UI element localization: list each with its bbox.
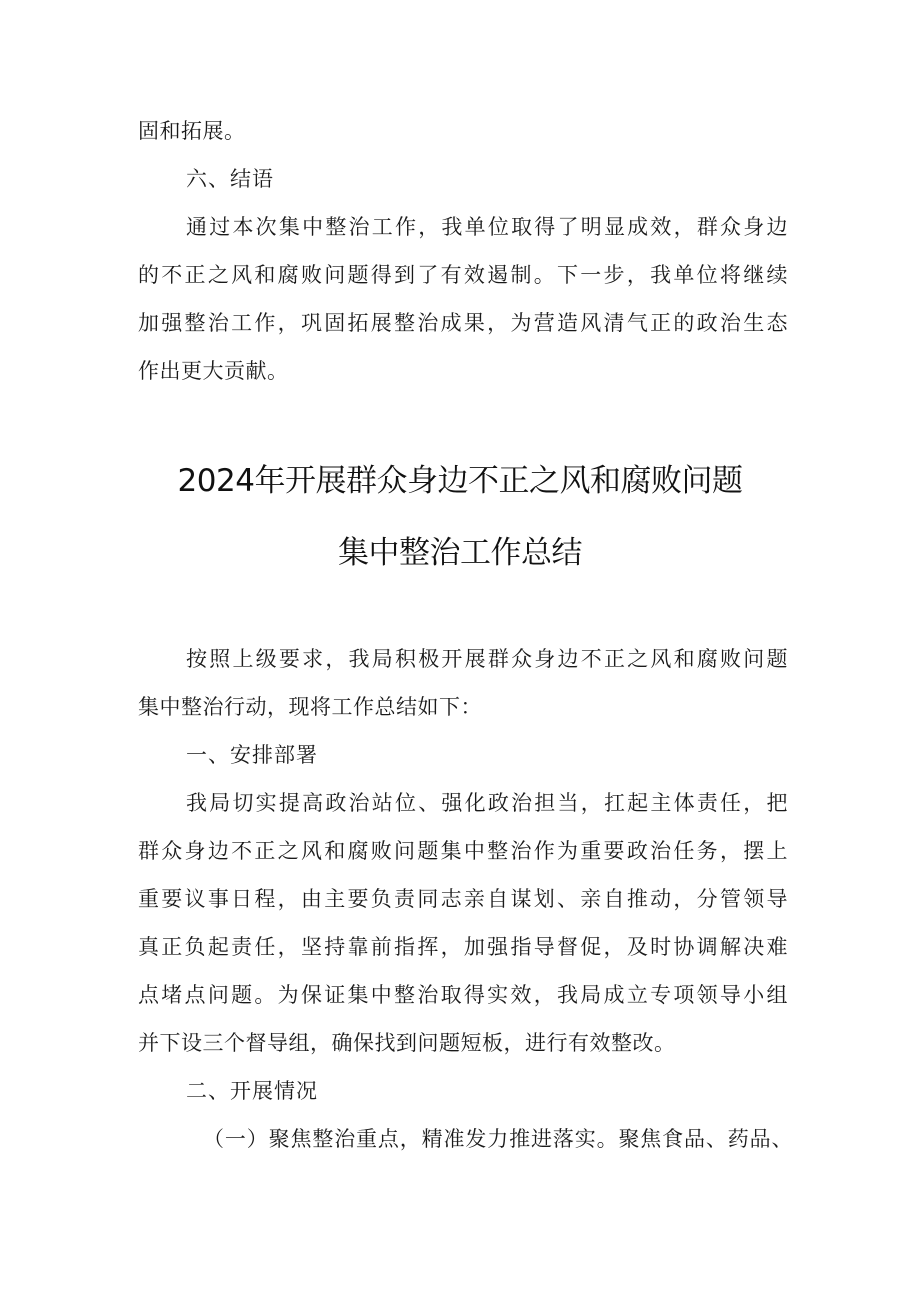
conclusion-paragraph-line: 作出更大贡献。	[138, 359, 289, 383]
section-2-heading: 二、开展情况	[186, 1079, 318, 1103]
conclusion-paragraph-line: 加强整治工作，巩固拓展整治成果，为营造风清气正的政治生态	[138, 311, 788, 335]
section-1-paragraph-line: 真正负起责任，坚持靠前指挥，加强指导督促，及时协调解决难	[138, 935, 788, 959]
intro-paragraph-line: 集中整治行动，现将工作总结如下：	[138, 695, 482, 719]
document-title-line-1: 2024年开展群众身边不正之风和腐败问题	[177, 463, 743, 499]
section-2-first-line: （一）聚焦整治重点，精准发力推进落实。聚焦食品、药品、	[203, 1127, 793, 1151]
section-1-paragraph-line: 重要议事日程，由主要负责同志亲自谋划、亲自推动，分管领导	[138, 887, 788, 911]
intro-paragraph-line: 按照上级要求，我局积极开展群众身边不正之风和腐败问题	[186, 647, 788, 671]
document-title-line-2: 集中整治工作总结	[338, 535, 582, 571]
conclusion-paragraph-line: 的不正之风和腐败问题得到了有效遏制。下一步，我单位将继续	[138, 263, 788, 287]
section-1-paragraph-line: 并下设三个督导组，确保找到问题短板，进行有效整改。	[138, 1031, 676, 1055]
conclusion-paragraph-line: 通过本次集中整治工作，我单位取得了明显成效，群众身边	[186, 215, 788, 239]
conclusion-heading: 六、结语	[186, 167, 274, 191]
prev-section-tail-line: 固和拓展。	[138, 119, 246, 143]
section-1-paragraph-line: 点堵点问题。为保证集中整治取得实效，我局成立专项领导小组	[138, 983, 788, 1007]
section-1-heading: 一、安排部署	[186, 743, 318, 767]
section-1-paragraph-line: 群众身边不正之风和腐败问题集中整治作为重要政治任务，摆上	[138, 839, 788, 863]
section-1-paragraph-line: 我局切实提高政治站位、强化政治担当，扛起主体责任，把	[186, 791, 788, 815]
